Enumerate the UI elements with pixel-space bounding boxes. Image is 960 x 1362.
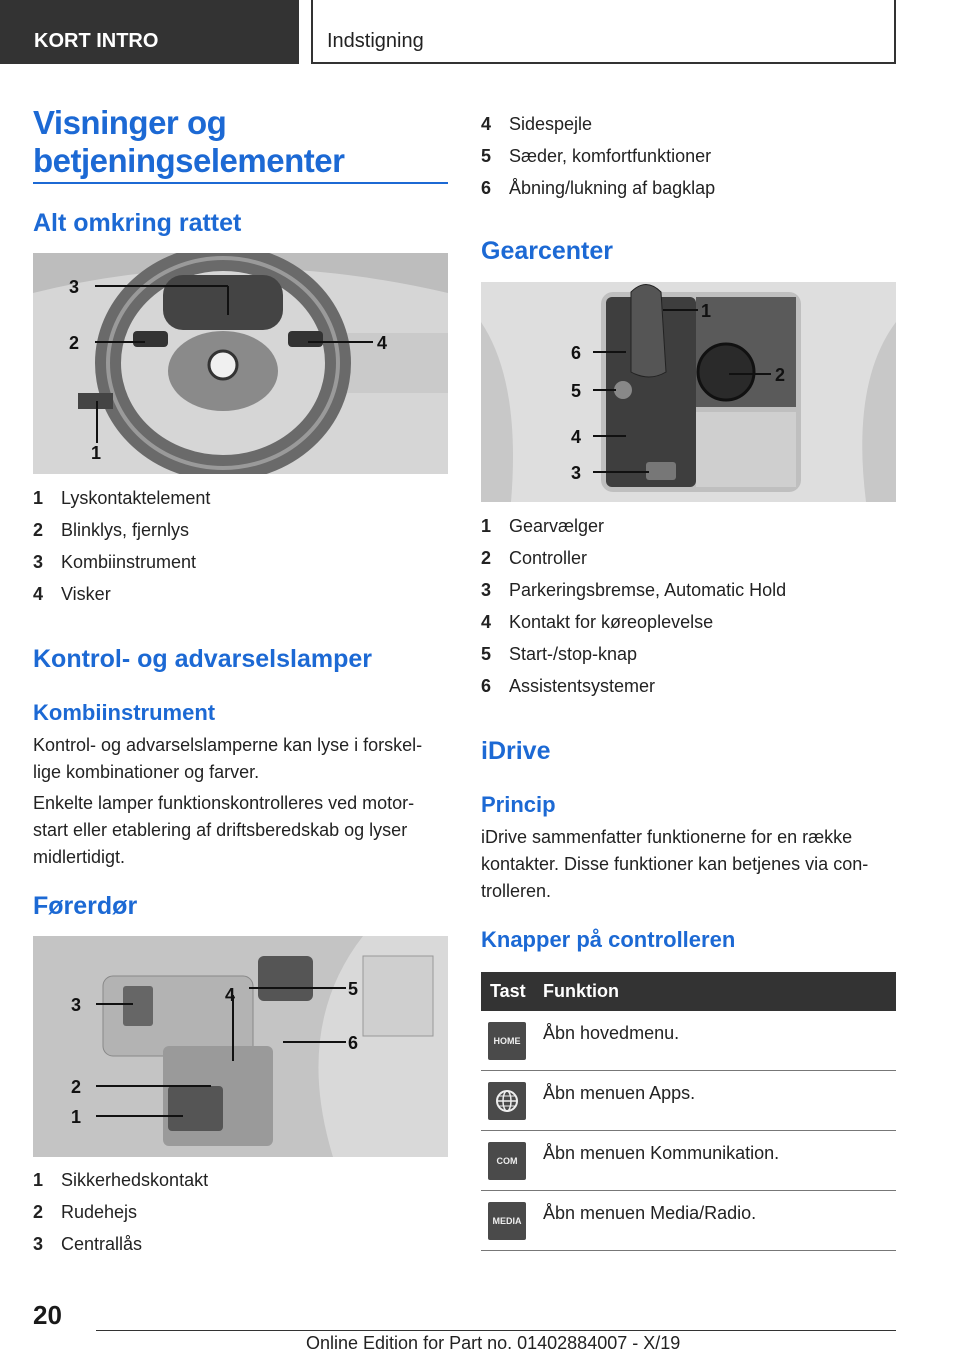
list-item: 5 Start-/stop-knap [481,644,638,664]
svg-text:5: 5 [571,381,582,401]
lamps-paragraph-2: Enkelte lamper funktionskontrolleres ved motor-start eller etablering af driftsberedskab og lyser midlertidigt. [33,793,415,867]
home-button-icon: HOME [488,1022,526,1060]
com-button-icon: COM [488,1142,526,1180]
list-item: 3 Kombiinstrument [33,552,197,572]
door-panel-photo [33,936,448,1157]
svg-text:2: 2 [775,365,786,385]
svg-text:5: 5 [348,979,359,999]
steering-wheel-photo [33,253,448,474]
buttons-heading: Knapper på controlleren [481,927,736,952]
svg-text:4: 4 [377,333,388,353]
col-key-header: Tast [490,981,526,1001]
section-tab [0,0,299,64]
svg-text:1: 1 [701,301,712,321]
list-item: 4 Visker [33,584,111,604]
lamps-heading: Kontrol- og advarselslamper [33,645,372,673]
chapter-tab [311,0,896,64]
section-tab-label: KORT INTRO [34,30,159,52]
table-header [481,972,896,1011]
list-item: 6 Åbning/lukning af bagklap [481,178,716,198]
door-heading: Førerdør [33,892,138,920]
list-item: 5 Sæder, komfortfunktioner [481,146,712,166]
table-row: Åbn menuen Apps. [481,1071,896,1131]
gear-heading: Gearcenter [481,237,614,265]
page-number: 20 [33,1300,62,1330]
svg-text:4: 4 [225,985,236,1005]
svg-text:3: 3 [69,277,80,297]
buttons-table [481,972,896,1251]
svg-text:3: 3 [71,995,82,1015]
list-item: 4 Kontakt for køreoplevelse [481,612,714,632]
table-row: COM Åbn menuen Kommunikation. [481,1131,896,1191]
svg-text:6: 6 [348,1033,359,1053]
list-item: 1 Sikkerhedskontakt [33,1170,209,1190]
table-row: HOME Åbn hovedmenu. [481,1011,896,1071]
steering-heading: Alt omkring rattet [33,209,242,237]
door-list-right [481,108,715,204]
idrive-paragraph: iDrive sammenfatter funktionerne for en række kontakter. Disse funktioner kan betjenes via con-trolleren. [481,827,869,901]
page-title: Visninger og betjeningselementer [33,104,345,179]
list-item: 2 Controller [481,548,588,568]
steering-list [33,482,210,610]
idrive-heading: iDrive [481,737,551,765]
list-item: 2 Blinklys, fjernlys [33,520,190,540]
lamps-subheading: Kombiinstrument [33,700,216,725]
chapter-tab-label: Indstigning [327,30,424,52]
list-item: 1 Gearvælger [481,516,605,536]
svg-text:6: 6 [571,343,582,363]
list-item: 4 Sidespejle [481,114,593,134]
list-item: 2 Rudehejs [33,1202,138,1222]
media-button-icon: MEDIA [488,1202,526,1240]
svg-text:4: 4 [571,427,582,447]
list-item: 6 Assistentsystemer [481,676,656,696]
idrive-subheading: Princip [481,792,556,817]
title-rule [33,182,448,184]
footer-edition: Online Edition for Part no. 01402884007 - X/19 [306,1333,681,1353]
gear-center-photo [481,282,896,502]
footer-rule [96,1330,896,1331]
door-list-left [33,1164,208,1260]
apps-globe-icon [488,1082,526,1120]
list-item: 3 Parkeringsbremse, Automatic Hold [481,580,787,600]
svg-text:1: 1 [91,443,102,463]
lamps-paragraph-1: Kontrol- og advarselslamperne kan lyse i forskel-lige kombinationer og farver. [33,735,423,782]
col-function-header: Funktion [543,981,619,1001]
svg-text:2: 2 [69,333,80,353]
gear-list [481,510,786,702]
list-item: 3 Centrallås [33,1234,143,1254]
list-item: 1 Lyskontaktelement [33,488,211,508]
svg-text:3: 3 [571,463,582,483]
svg-text:2: 2 [71,1077,82,1097]
table-row: MEDIA Åbn menuen Media/Radio. [481,1191,896,1251]
svg-text:1: 1 [71,1107,82,1127]
